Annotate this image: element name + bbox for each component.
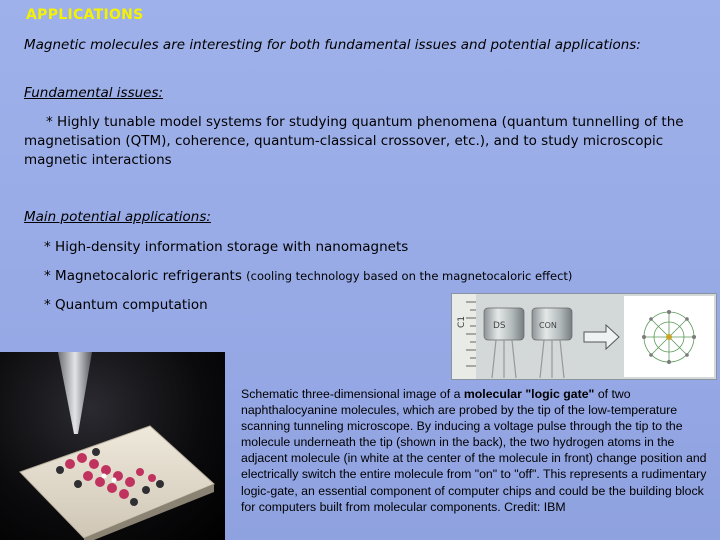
bullet-storage bbox=[44, 239, 408, 255]
caption-bold: molecular "logic gate" bbox=[463, 387, 595, 401]
caption-part-2: of two naphthalocyanine molecules, which are probed by the tip of the low-temperature scanning tunneling microscope. By inducing a voltage pulse through the tip to the molecule underneath the tip (shown in the back), the two hydrogen atoms in the adjacent molecule (in white at the center of the molecule in front) change position and electrically switch the entire molecule from "on" to "off". This represents a rudimentary logic-gate, an essential component of computer chips and could be the building block for computers built from molecular components. Credit: IBM bbox=[241, 387, 707, 514]
fundamental-text bbox=[24, 113, 694, 170]
intro-text: Magnetic molecules are interesting for both fundamental issues and potential applications: bbox=[24, 37, 641, 53]
caption-part-1: Schematic three-dimensional image of a bbox=[241, 387, 464, 401]
bullet-quantum bbox=[44, 297, 208, 313]
transistor-1-label: DS bbox=[493, 321, 506, 331]
image-caption bbox=[241, 386, 716, 515]
transistor-2-label: CON bbox=[539, 321, 557, 330]
bullet-quantum-text: * Quantum computation bbox=[44, 297, 208, 313]
transistor-molecule-illustration bbox=[452, 294, 716, 379]
ruler-label: C1 bbox=[457, 315, 467, 328]
bullet-storage-text: * High-density information storage with nanomagnets bbox=[44, 239, 409, 255]
bullet-magnetocaloric bbox=[44, 268, 572, 284]
stm-illustration bbox=[0, 352, 225, 540]
stm-logic-gate-image bbox=[0, 352, 225, 540]
fundamental-heading: Fundamental issues: bbox=[24, 85, 164, 101]
slide-title: APPLICATIONS bbox=[26, 7, 144, 23]
fundamental-bullet: * Highly tunable model systems for studying quantum phenomena (quantum tunnelling of the magnetisation (QTM), coherence, quantum-classical crossover, etc.), and to study microscopic magnetic interactions bbox=[24, 114, 684, 168]
transistor-molecule-image bbox=[451, 293, 717, 380]
bullet-magnetocaloric-note: (cooling technology based on the magnetocaloric effect) bbox=[246, 269, 573, 283]
applications-heading: Main potential applications: bbox=[24, 209, 211, 225]
bullet-magnetocaloric-text: * Magnetocaloric refrigerants bbox=[44, 268, 242, 284]
